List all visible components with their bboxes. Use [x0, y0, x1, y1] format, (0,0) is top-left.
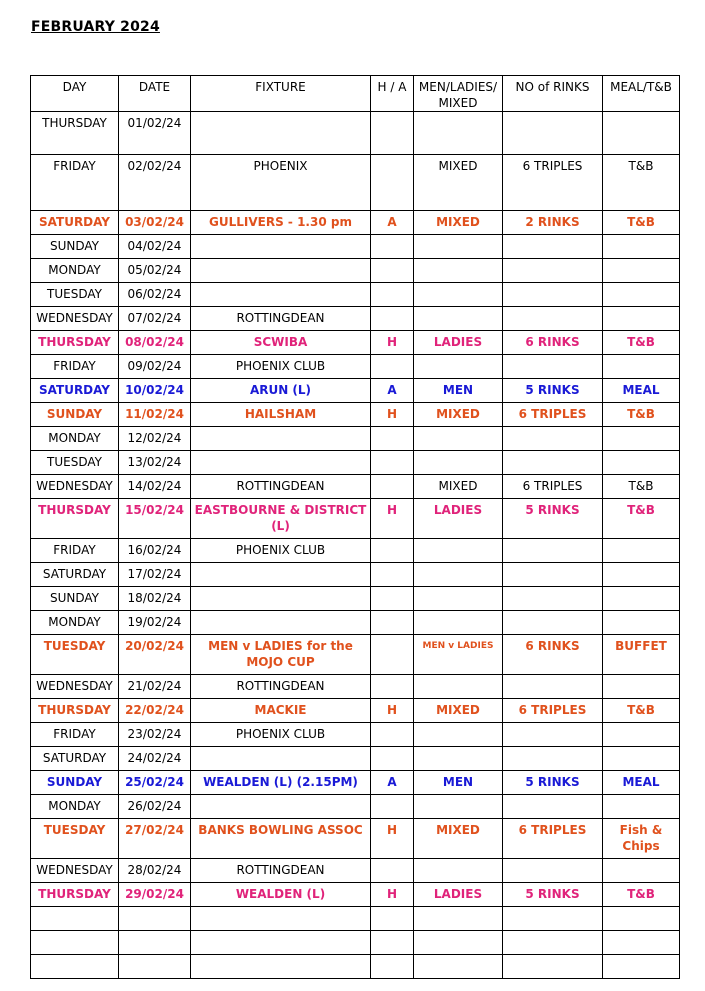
fixture-cell: EASTBOURNE & DISTRICT (L)	[191, 499, 371, 539]
meal-cell	[603, 723, 680, 747]
date-cell: 09/02/24	[119, 355, 191, 379]
date-cell: 02/02/24	[119, 155, 191, 211]
type-cell	[414, 747, 503, 771]
home-away-cell	[371, 859, 414, 883]
type-cell	[414, 931, 503, 955]
home-away-cell: A	[371, 771, 414, 795]
type-cell: MEN	[414, 771, 503, 795]
home-away-cell	[371, 587, 414, 611]
date-cell: 23/02/24	[119, 723, 191, 747]
home-away-cell	[371, 451, 414, 475]
table-row	[31, 355, 680, 379]
home-away-cell	[371, 955, 414, 979]
meal-cell	[603, 259, 680, 283]
home-away-cell	[371, 795, 414, 819]
meal-cell: MEAL	[603, 771, 680, 795]
header-fixture: FIXTURE	[191, 76, 371, 112]
home-away-cell	[371, 355, 414, 379]
date-cell: 19/02/24	[119, 611, 191, 635]
meal-cell	[603, 307, 680, 331]
fixture-cell: ROTTINGDEAN	[191, 307, 371, 331]
day-cell	[31, 955, 119, 979]
day-cell: SUNDAY	[31, 587, 119, 611]
fixture-cell	[191, 587, 371, 611]
rinks-cell: 5 RINKS	[503, 379, 603, 403]
home-away-cell	[371, 539, 414, 563]
home-away-cell	[371, 563, 414, 587]
day-cell: MONDAY	[31, 795, 119, 819]
date-cell: 21/02/24	[119, 675, 191, 699]
home-away-cell	[371, 931, 414, 955]
meal-cell: T&B	[603, 883, 680, 907]
rinks-cell	[503, 283, 603, 307]
day-cell: SATURDAY	[31, 211, 119, 235]
table-row	[31, 259, 680, 283]
type-cell	[414, 723, 503, 747]
day-cell: FRIDAY	[31, 155, 119, 211]
day-cell: WEDNESDAY	[31, 307, 119, 331]
table-row	[31, 699, 680, 723]
date-cell: 11/02/24	[119, 403, 191, 427]
fixture-cell	[191, 611, 371, 635]
meal-cell	[603, 427, 680, 451]
date-cell: 05/02/24	[119, 259, 191, 283]
fixture-cell: ROTTINGDEAN	[191, 475, 371, 499]
type-cell: MIXED	[414, 819, 503, 859]
home-away-cell	[371, 747, 414, 771]
table-row	[31, 907, 680, 931]
type-cell	[414, 112, 503, 155]
fixture-cell: SCWIBA	[191, 331, 371, 355]
meal-cell: Fish & Chips	[603, 819, 680, 859]
date-cell: 12/02/24	[119, 427, 191, 451]
fixture-cell: WEALDEN (L) (2.15PM)	[191, 771, 371, 795]
home-away-cell	[371, 427, 414, 451]
home-away-cell: H	[371, 883, 414, 907]
header-no-of-rinks: NO of RINKS	[503, 76, 603, 112]
type-cell: MIXED	[414, 155, 503, 211]
table-row	[31, 883, 680, 907]
fixture-cell	[191, 931, 371, 955]
fixture-cell	[191, 259, 371, 283]
home-away-cell	[371, 723, 414, 747]
type-cell	[414, 355, 503, 379]
table-row	[31, 451, 680, 475]
day-cell: MONDAY	[31, 427, 119, 451]
day-cell: THURSDAY	[31, 112, 119, 155]
table-row	[31, 427, 680, 451]
home-away-cell: H	[371, 819, 414, 859]
table-row	[31, 611, 680, 635]
home-away-cell: H	[371, 403, 414, 427]
fixture-cell: MACKIE	[191, 699, 371, 723]
rinks-cell	[503, 931, 603, 955]
fixtures-table	[30, 75, 680, 979]
day-cell: SUNDAY	[31, 403, 119, 427]
rinks-cell: 6 TRIPLES	[503, 699, 603, 723]
date-cell: 07/02/24	[119, 307, 191, 331]
table-row	[31, 475, 680, 499]
fixture-cell: PHOENIX	[191, 155, 371, 211]
day-cell	[31, 931, 119, 955]
fixture-cell	[191, 112, 371, 155]
type-cell	[414, 259, 503, 283]
fixture-cell: PHOENIX CLUB	[191, 723, 371, 747]
type-cell	[414, 235, 503, 259]
header-row	[31, 76, 680, 112]
meal-cell	[603, 611, 680, 635]
table-row	[31, 379, 680, 403]
rinks-cell	[503, 795, 603, 819]
meal-cell	[603, 795, 680, 819]
day-cell: WEDNESDAY	[31, 859, 119, 883]
table-row	[31, 859, 680, 883]
table-row	[31, 955, 680, 979]
page-title: FEBRUARY 2024	[31, 19, 160, 35]
day-cell: WEDNESDAY	[31, 675, 119, 699]
date-cell: 22/02/24	[119, 699, 191, 723]
header-meal: MEAL/T&B	[603, 76, 680, 112]
rinks-cell	[503, 235, 603, 259]
fixture-cell	[191, 907, 371, 931]
meal-cell: T&B	[603, 211, 680, 235]
meal-cell: T&B	[603, 475, 680, 499]
date-cell: 04/02/24	[119, 235, 191, 259]
date-cell: 08/02/24	[119, 331, 191, 355]
date-cell	[119, 955, 191, 979]
fixture-cell: BANKS BOWLING ASSOC	[191, 819, 371, 859]
home-away-cell	[371, 155, 414, 211]
rinks-cell	[503, 112, 603, 155]
meal-cell	[603, 235, 680, 259]
type-cell: LADIES	[414, 499, 503, 539]
day-cell: MONDAY	[31, 259, 119, 283]
date-cell: 15/02/24	[119, 499, 191, 539]
table-row	[31, 635, 680, 675]
type-cell	[414, 563, 503, 587]
fixture-cell: HAILSHAM	[191, 403, 371, 427]
day-cell: TUESDAY	[31, 451, 119, 475]
fixture-cell	[191, 283, 371, 307]
date-cell: 16/02/24	[119, 539, 191, 563]
table-row	[31, 112, 680, 155]
rinks-cell: 5 RINKS	[503, 883, 603, 907]
day-cell: TUESDAY	[31, 283, 119, 307]
rinks-cell: 6 TRIPLES	[503, 819, 603, 859]
day-cell: SUNDAY	[31, 235, 119, 259]
rinks-cell	[503, 859, 603, 883]
date-cell: 28/02/24	[119, 859, 191, 883]
table-row	[31, 675, 680, 699]
date-cell: 18/02/24	[119, 587, 191, 611]
rinks-cell	[503, 747, 603, 771]
home-away-cell	[371, 635, 414, 675]
rinks-cell: 2 RINKS	[503, 211, 603, 235]
type-cell	[414, 307, 503, 331]
meal-cell	[603, 907, 680, 931]
day-cell: TUESDAY	[31, 819, 119, 859]
type-cell: MIXED	[414, 475, 503, 499]
fixture-cell	[191, 563, 371, 587]
day-cell: SATURDAY	[31, 563, 119, 587]
meal-cell	[603, 931, 680, 955]
meal-cell: T&B	[603, 155, 680, 211]
type-cell	[414, 675, 503, 699]
home-away-cell: H	[371, 499, 414, 539]
date-cell: 29/02/24	[119, 883, 191, 907]
day-cell: FRIDAY	[31, 355, 119, 379]
type-cell: MEN	[414, 379, 503, 403]
meal-cell	[603, 563, 680, 587]
type-cell: MIXED	[414, 211, 503, 235]
table-row	[31, 819, 680, 859]
date-cell: 13/02/24	[119, 451, 191, 475]
fixture-cell	[191, 795, 371, 819]
rinks-cell: 6 TRIPLES	[503, 403, 603, 427]
date-cell: 06/02/24	[119, 283, 191, 307]
home-away-cell	[371, 259, 414, 283]
home-away-cell	[371, 611, 414, 635]
fixture-cell	[191, 955, 371, 979]
rinks-cell	[503, 451, 603, 475]
date-cell	[119, 907, 191, 931]
type-cell	[414, 859, 503, 883]
rinks-cell	[503, 307, 603, 331]
type-cell: MIXED	[414, 699, 503, 723]
fixture-cell: ROTTINGDEAN	[191, 859, 371, 883]
day-cell: THURSDAY	[31, 331, 119, 355]
date-cell: 14/02/24	[119, 475, 191, 499]
meal-cell: T&B	[603, 699, 680, 723]
day-cell: SATURDAY	[31, 379, 119, 403]
fixture-cell: PHOENIX CLUB	[191, 355, 371, 379]
meal-cell	[603, 859, 680, 883]
rinks-cell: 6 TRIPLES	[503, 155, 603, 211]
rinks-cell	[503, 259, 603, 283]
type-cell	[414, 283, 503, 307]
date-cell: 03/02/24	[119, 211, 191, 235]
date-cell: 27/02/24	[119, 819, 191, 859]
rinks-cell: 6 RINKS	[503, 635, 603, 675]
meal-cell	[603, 355, 680, 379]
home-away-cell	[371, 307, 414, 331]
day-cell: FRIDAY	[31, 723, 119, 747]
date-cell	[119, 931, 191, 955]
day-cell: FRIDAY	[31, 539, 119, 563]
meal-cell	[603, 451, 680, 475]
table-row	[31, 283, 680, 307]
day-cell: THURSDAY	[31, 699, 119, 723]
day-cell: THURSDAY	[31, 499, 119, 539]
meal-cell	[603, 283, 680, 307]
table-row	[31, 747, 680, 771]
meal-cell	[603, 747, 680, 771]
rinks-cell: 5 RINKS	[503, 499, 603, 539]
date-cell: 24/02/24	[119, 747, 191, 771]
table-row	[31, 403, 680, 427]
header-day: DAY	[31, 76, 119, 112]
rinks-cell	[503, 355, 603, 379]
home-away-cell	[371, 675, 414, 699]
fixture-cell: PHOENIX CLUB	[191, 539, 371, 563]
table-row	[31, 331, 680, 355]
type-cell	[414, 587, 503, 611]
meal-cell: MEAL	[603, 379, 680, 403]
fixture-cell: GULLIVERS - 1.30 pm	[191, 211, 371, 235]
meal-cell	[603, 539, 680, 563]
fixture-cell	[191, 747, 371, 771]
rinks-cell	[503, 539, 603, 563]
table-row	[31, 723, 680, 747]
fixture-cell	[191, 451, 371, 475]
table-row	[31, 155, 680, 211]
home-away-cell	[371, 475, 414, 499]
day-cell: SATURDAY	[31, 747, 119, 771]
meal-cell	[603, 587, 680, 611]
meal-cell: BUFFET	[603, 635, 680, 675]
table-row	[31, 795, 680, 819]
day-cell	[31, 907, 119, 931]
rinks-cell	[503, 611, 603, 635]
fixture-cell: MEN v LADIES for the MOJO CUP	[191, 635, 371, 675]
type-cell	[414, 427, 503, 451]
meal-cell	[603, 112, 680, 155]
header-home-away: H / A	[371, 76, 414, 112]
rinks-cell: 6 TRIPLES	[503, 475, 603, 499]
type-cell: LADIES	[414, 331, 503, 355]
date-cell: 25/02/24	[119, 771, 191, 795]
fixture-cell: ROTTINGDEAN	[191, 675, 371, 699]
table-row	[31, 307, 680, 331]
header-date: DATE	[119, 76, 191, 112]
day-cell: SUNDAY	[31, 771, 119, 795]
type-cell	[414, 539, 503, 563]
meal-cell	[603, 955, 680, 979]
table-row	[31, 211, 680, 235]
type-cell	[414, 611, 503, 635]
date-cell: 17/02/24	[119, 563, 191, 587]
fixture-cell: WEALDEN (L)	[191, 883, 371, 907]
home-away-cell	[371, 235, 414, 259]
table-row	[31, 499, 680, 539]
fixture-cell	[191, 235, 371, 259]
home-away-cell: A	[371, 211, 414, 235]
home-away-cell: A	[371, 379, 414, 403]
meal-cell: T&B	[603, 331, 680, 355]
table-row	[31, 539, 680, 563]
date-cell: 10/02/24	[119, 379, 191, 403]
meal-cell: T&B	[603, 403, 680, 427]
type-cell: MEN v LADIES	[414, 635, 503, 675]
meal-cell	[603, 675, 680, 699]
meal-cell: T&B	[603, 499, 680, 539]
header-men-ladies-mixed: MEN/LADIES/ MIXED	[414, 76, 503, 112]
date-cell: 26/02/24	[119, 795, 191, 819]
rinks-cell	[503, 907, 603, 931]
fixture-cell	[191, 427, 371, 451]
table-row	[31, 771, 680, 795]
day-cell: MONDAY	[31, 611, 119, 635]
home-away-cell	[371, 907, 414, 931]
rinks-cell	[503, 955, 603, 979]
home-away-cell: H	[371, 331, 414, 355]
rinks-cell	[503, 723, 603, 747]
date-cell: 01/02/24	[119, 112, 191, 155]
table-row	[31, 235, 680, 259]
home-away-cell: H	[371, 699, 414, 723]
type-cell	[414, 955, 503, 979]
type-cell	[414, 795, 503, 819]
table-row	[31, 931, 680, 955]
rinks-cell: 6 RINKS	[503, 331, 603, 355]
rinks-cell	[503, 587, 603, 611]
rinks-cell	[503, 675, 603, 699]
fixture-cell: ARUN (L)	[191, 379, 371, 403]
day-cell: WEDNESDAY	[31, 475, 119, 499]
rinks-cell: 5 RINKS	[503, 771, 603, 795]
home-away-cell	[371, 112, 414, 155]
date-cell: 20/02/24	[119, 635, 191, 675]
day-cell: TUESDAY	[31, 635, 119, 675]
type-cell	[414, 451, 503, 475]
type-cell: MIXED	[414, 403, 503, 427]
table-row	[31, 563, 680, 587]
type-cell: LADIES	[414, 883, 503, 907]
rinks-cell	[503, 427, 603, 451]
home-away-cell	[371, 283, 414, 307]
table-row	[31, 587, 680, 611]
day-cell: THURSDAY	[31, 883, 119, 907]
rinks-cell	[503, 563, 603, 587]
type-cell	[414, 907, 503, 931]
